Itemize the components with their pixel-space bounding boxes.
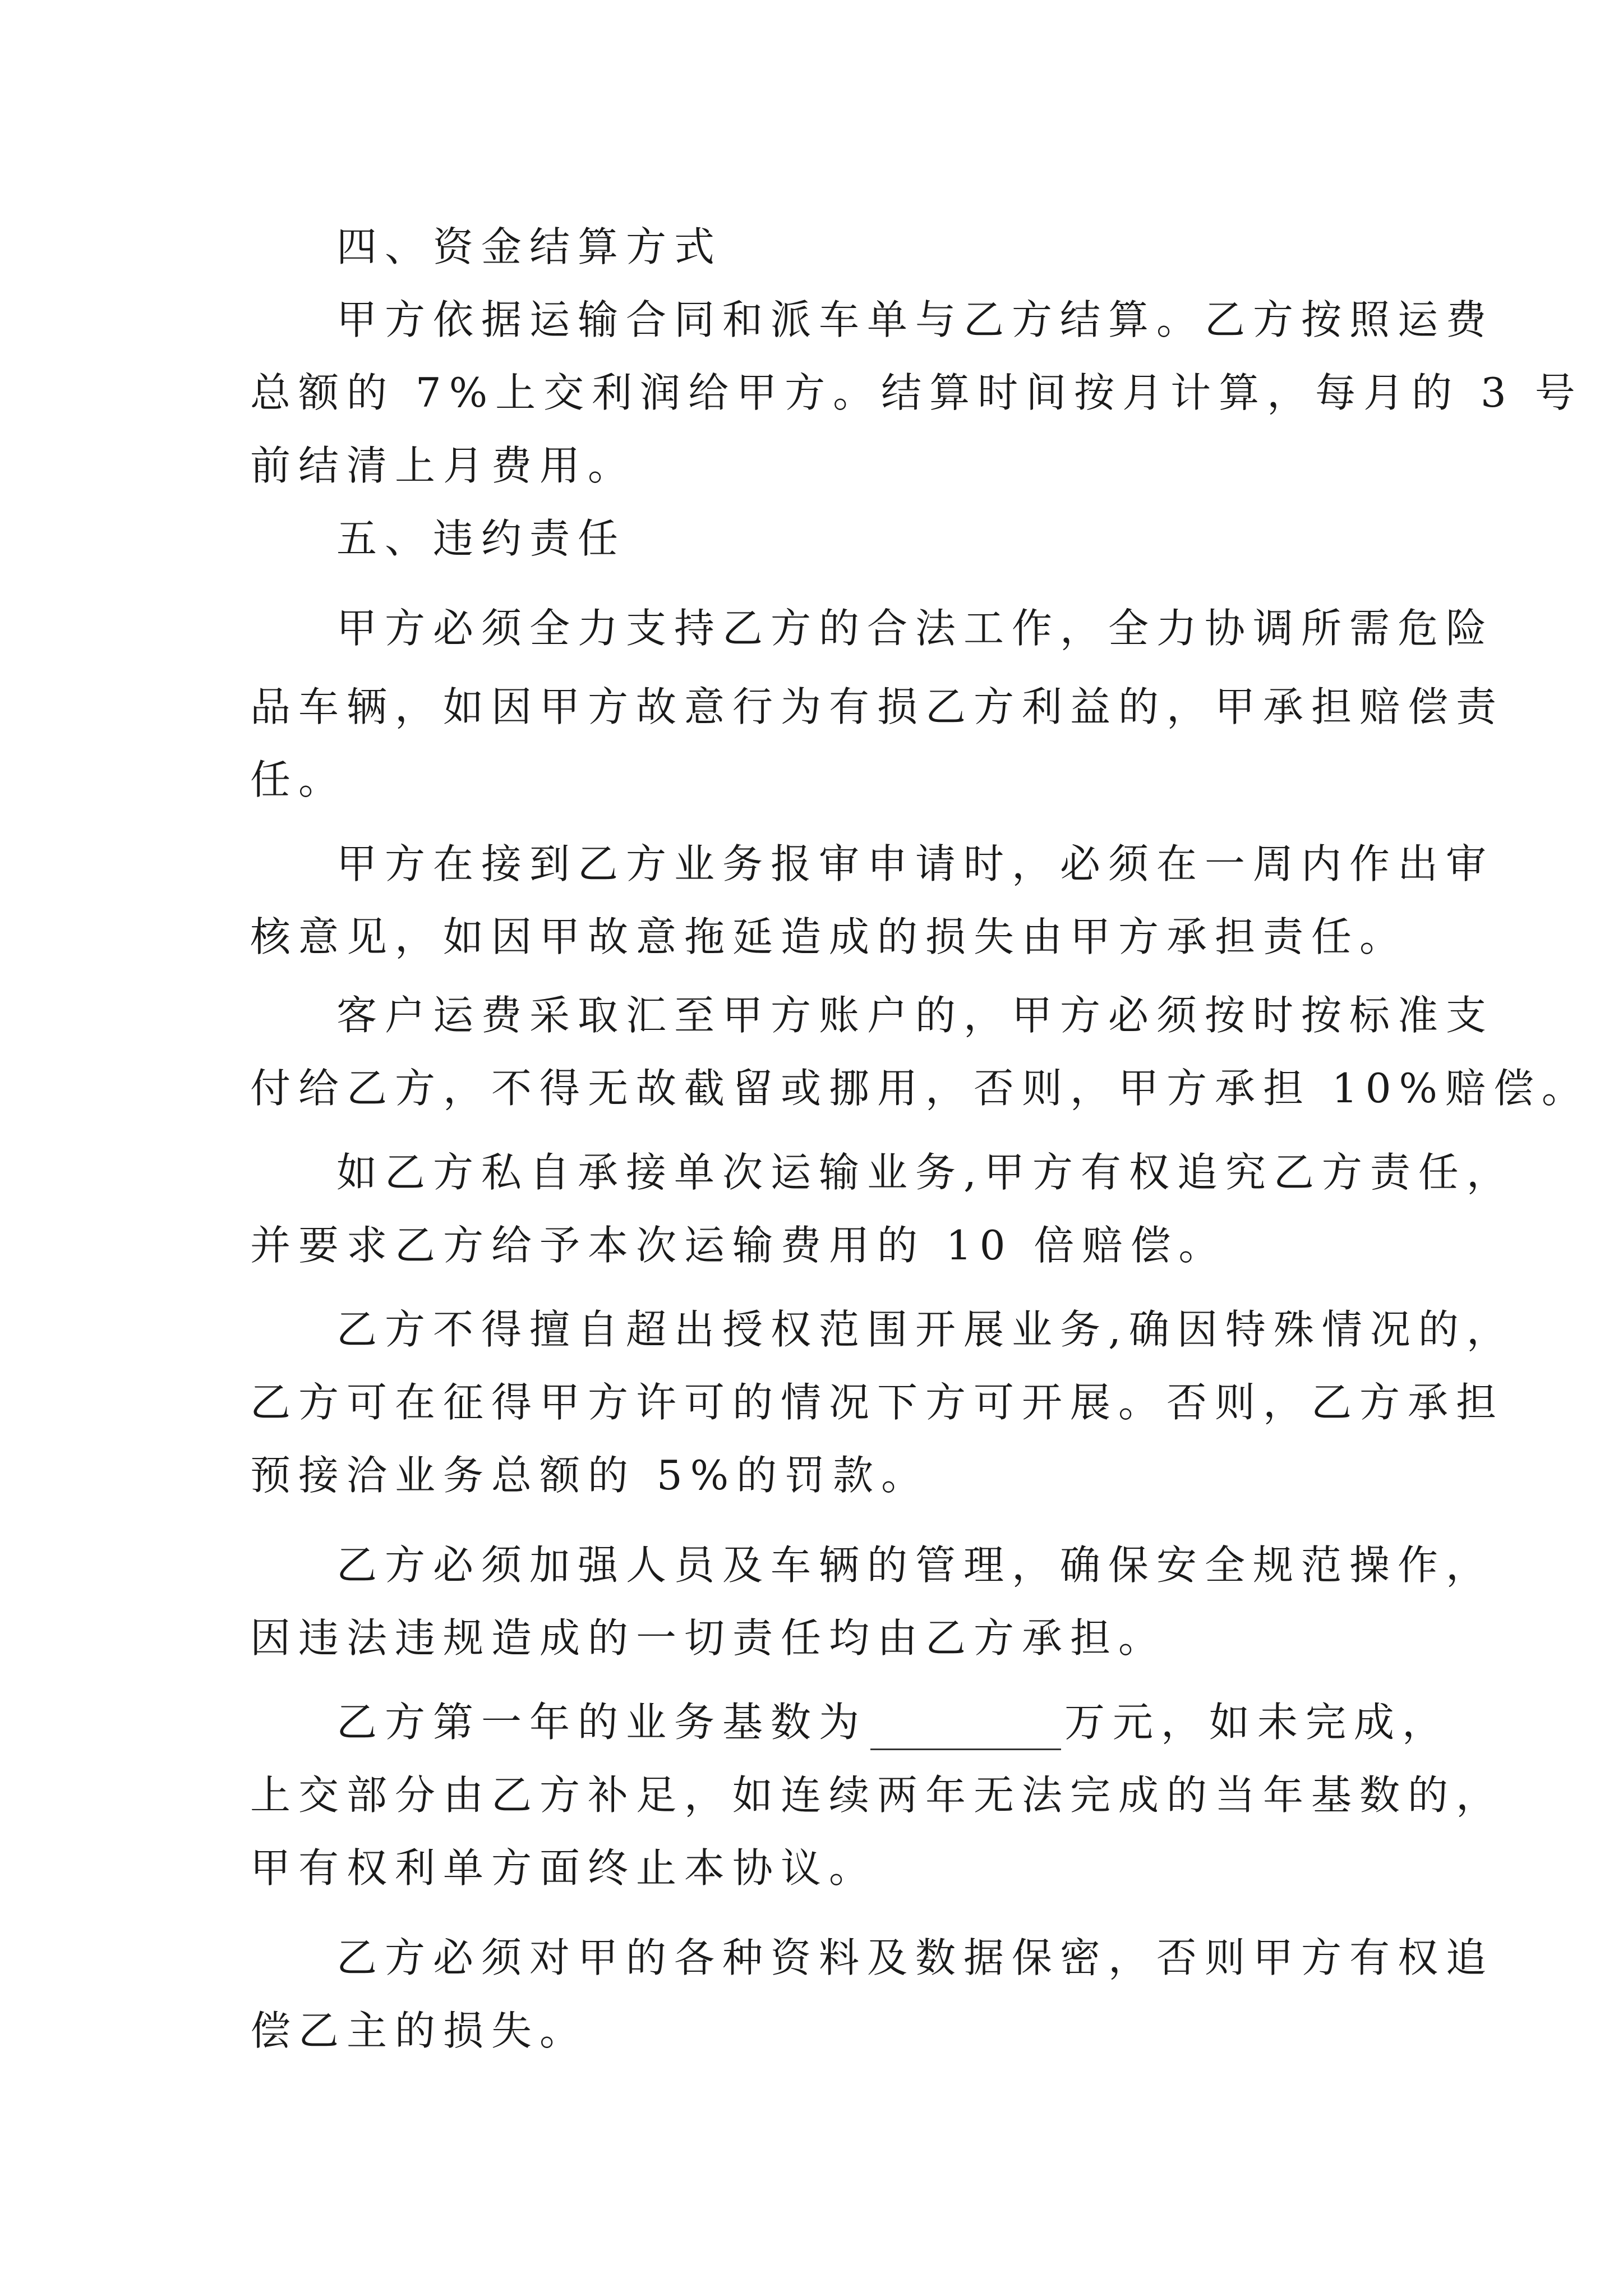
section-heading-liability: 五、违约责任 (336, 515, 626, 562)
paragraph-line: 甲方依据运输合同和派车单与乙方结算。乙方按照运费 (336, 296, 1495, 343)
business-base-suffix: 万元，如未完成， (1064, 1699, 1451, 1746)
business-base-line (336, 1694, 1486, 1750)
paragraph-line: 前结清上月费用。 (250, 442, 637, 489)
paragraph-line: 品车辆，如因甲方故意行为有损乙方利益的，甲承担赔偿责 (250, 683, 1505, 730)
paragraph-line: 核意见，如因甲故意拖延造成的损失由甲方承担责任。 (250, 913, 1408, 960)
paragraph-line: 客户运费采取汇至甲方账户的，甲方必须按时按标准支 (336, 992, 1495, 1039)
paragraph-line: 乙方可在征得甲方许可的情况下方可开展。否则，乙方承担 (250, 1379, 1505, 1426)
paragraph-line: 甲有权利单方面终止本协议。 (250, 1844, 878, 1892)
paragraph-line: 偿乙主的损失。 (250, 2007, 588, 2054)
paragraph-line: 总额的 7%上交利润给甲方。结算时间按月计算，每月的 3 号 (250, 369, 1583, 416)
paragraph-line: 付给乙方，不得无故截留或挪用，否则，甲方承担 10%赔偿。 (250, 1065, 1590, 1112)
paragraph-line: 因违法违规造成的一切责任均由乙方承担。 (250, 1614, 1167, 1662)
paragraph-line: 预接洽业务总额的 5%的罚款。 (250, 1452, 930, 1499)
section-heading-settlement: 四、资金结算方式 (336, 223, 723, 270)
business-base-blank[interactable] (870, 1704, 1061, 1750)
paragraph-line: 任。 (250, 756, 347, 803)
paragraph-line: 上交部分由乙方补足，如连续两年无法完成的当年基数的， (250, 1772, 1505, 1819)
paragraph-line: 并要求乙方给予本次运输费用的 10 倍赔偿。 (250, 1222, 1227, 1269)
paragraph-line: 乙方必须对甲的各种资料及数据保密，否则甲方有权追 (336, 1934, 1495, 1981)
business-base-prefix: 乙方第一年的业务基数为 (336, 1699, 868, 1746)
paragraph-line: 乙方必须加强人员及车辆的管理，确保安全规范操作， (336, 1542, 1495, 1589)
paragraph-line: 甲方必须全力支持乙方的合法工作，全力协调所需危险 (336, 605, 1495, 652)
paragraph-line: 乙方不得擅自超出授权范围开展业务,确因特殊情况的， (336, 1306, 1515, 1353)
paragraph-line: 甲方在接到乙方业务报审申请时，必须在一周内作出审 (336, 840, 1495, 887)
paragraph-line: 如乙方私自承接单次运输业务,甲方有权追究乙方责任， (336, 1149, 1515, 1196)
